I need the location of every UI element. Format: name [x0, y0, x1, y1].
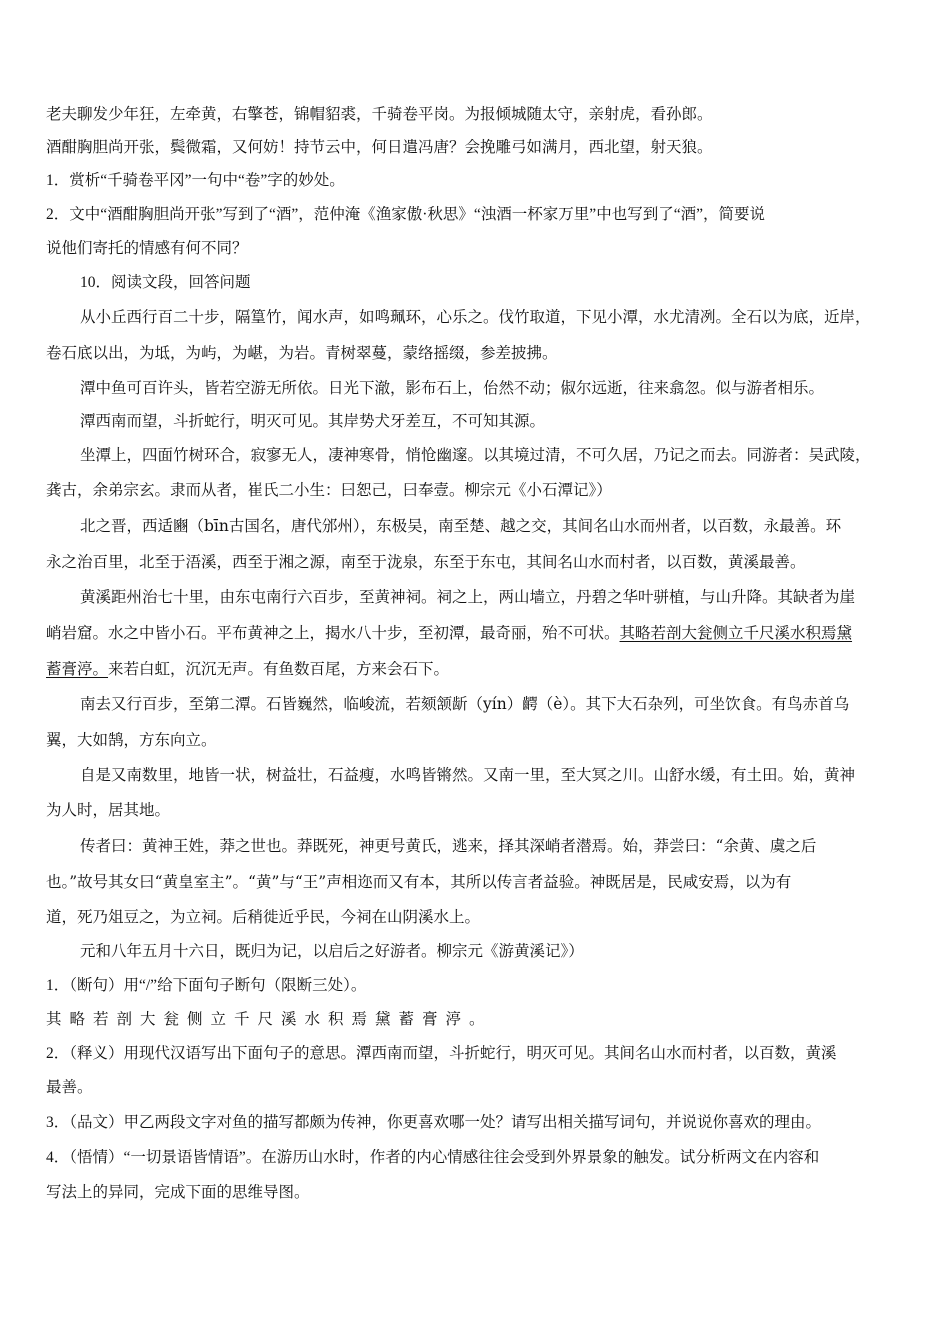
- passage-yi-p4-line-2: 为人时，居其地。: [46, 801, 171, 819]
- question-9-1: 1．赏析“千骑卷平冈”一句中“卷”字的妙处。: [46, 172, 345, 189]
- passage-yi-p6: 元和八年五月十六日，既归为记，以启后之好游者。柳宗元《游黄溪记》）: [80, 942, 584, 960]
- question-9-2-line-2: 说他们寄托的情感有何不同？: [46, 240, 248, 257]
- question-10-4-line-1: 4．（悟情）“一切景语皆情语”。在游历山水时，作者的内心情感往往会受到外界景象的触发。试分析两文在内容和: [46, 1149, 820, 1166]
- question-10-3: 3．（品文）甲乙两段文字对鱼的描写都颇为传神，你更喜欢哪一处？请写出相关描写词句，并说说你喜欢的理由。: [46, 1114, 822, 1131]
- underlined-sentence-part-2: 蓄膏渟。: [46, 660, 109, 678]
- passage-yi-p3-line-2: 翼，大如鹄，方东向立。: [46, 731, 217, 749]
- poem-line-1: 老夫聊发少年狂，左牵黄，右擎苍，锦帽貂裘，千骑卷平岗。为报倾城随太守，亲射虎，看孙郎。: [46, 105, 713, 123]
- passage-yi-p3-line-1: 南去又行百步，至第二潭。石皆巍然，临峻流，若颏颔龂（yín）齶（è）。其下大石杂列，可坐饮食。有鸟赤首乌: [80, 695, 850, 713]
- passage-jia-p1-line-1: 从小丘西行百二十步，隔篁竹，闻水声，如鸣珮环，心乐之。伐竹取道，下见小潭，水尤清冽。全石以为底，近岸，: [80, 308, 871, 326]
- passage-yi-p4-line-1: 自是又南数里，地皆一状，树益壮，石益瘦，水鸣皆锵然。又南一里，至大冥之川。山舒水缓，有土田。始，黄神: [80, 766, 856, 784]
- passage-jia-p3: 潭西南而望，斗折蛇行，明灭可见。其岸势犬牙差互，不可知其源。: [80, 412, 546, 430]
- question-10-1-sentence: 其略若剖大瓮侧立千尺溪水积焉黛蓄膏渟。: [46, 1011, 493, 1028]
- question-9-2-line-1: 2．文中“酒酣胸胆尚开张”写到了“酒”，范仲淹《渔家傲·秋思》“浊酒一杯家万里”中也写到了“酒”，简要说: [46, 206, 765, 223]
- underlined-sentence-part-1: 其略若剖大瓮侧立千尺溪水积焉黛: [619, 624, 853, 642]
- poem-line-2: 酒酣胸胆尚开张，鬓微霜，又何妨！持节云中，何日遣冯唐？会挽雕弓如满月，西北望，射天狼。: [46, 138, 713, 156]
- passage-jia-p2: 潭中鱼可百许头，皆若空游无所依。日光下澈，影布石上，佁然不动；俶尔远逝，往来翕忽。似与游者相乐。: [80, 379, 825, 397]
- passage-yi-p2-line-1: 黄溪距州治七十里，由东屯南行六百步，至黄神祠。祠之上，两山墙立，丹碧之华叶骈植，与山升降。其缺者为崖: [80, 588, 856, 606]
- passage-yi-p2-plain: 峭岩窟。水之中皆小石。平布黄神之上，揭水八十步，至初潭，最奇丽，殆不可状。: [46, 624, 620, 642]
- passage-yi-p2-line-3: [46, 659, 449, 679]
- passage-yi-p5-line-3: 道，死乃俎豆之，为立祠。后稍徙近乎民，今祠在山阴溪水上。: [46, 908, 481, 926]
- passage-yi-p2-rest: 来若白虹，沉沉无声。有鱼数百尾，方来会石下。: [108, 660, 450, 678]
- passage-yi-p1-line-1: 北之晋，西适豳（bīn古国名，唐代邠州），东极吴，南至楚、越之交，其间名山水而州者，以百数，永最善。环: [80, 517, 842, 535]
- passage-jia-p4-line-2: 龚古，余弟宗玄。隶而从者，崔氏二小生：曰恕己，曰奉壹。柳宗元《小石潭记》）: [46, 481, 612, 499]
- question-10-2-line-2: 最善。: [46, 1079, 93, 1096]
- passage-yi-p2-line-2: [46, 623, 852, 643]
- question-10-1: 1．（断句）用“/”给下面句子断句（限断三处）。: [46, 977, 367, 994]
- passage-jia-p1-line-2: 卷石底以出，为坻，为屿，为嵁，为岩。青树翠蔓，蒙络摇缀，参差披拂。: [46, 344, 558, 362]
- passage-yi-p1-line-2: 永之治百里，北至于浯溪，西至于湘之源，南至于泷泉，东至于东屯，其间名山水而村者，以百数，黄溪最善。: [46, 553, 806, 571]
- question-10-4-line-2: 写法上的异同，完成下面的思维导图。: [46, 1184, 310, 1201]
- passage-jia-p4-line-1: 坐潭上，四面竹树环合，寂寥无人，凄神寒骨，悄怆幽邃。以其境过清，不可久居，乃记之而去。同游者：吴武陵，: [80, 446, 871, 464]
- question-10-2-line-1: 2．（释义）用现代汉语写出下面句子的意思。潭西南而望，斗折蛇行，明灭可见。其间名山水而村者，以百数，黄溪: [46, 1045, 837, 1062]
- passage-yi-p5-line-2: 也。”故号其女曰“黄皇室主”。“黄”与“王”声相迩而又有本，其所以传言者益验。神既居是，民咸安焉，以为有: [46, 873, 792, 891]
- question-10-heading: 10．阅读文段，回答问题: [80, 274, 251, 291]
- passage-yi-p5-line-1: 传者曰：黄神王姓，莽之世也。莽既死，神更号黄氏，逃来，择其深峭者潜焉。始，莽尝曰：“余黄、虞之后: [80, 837, 817, 855]
